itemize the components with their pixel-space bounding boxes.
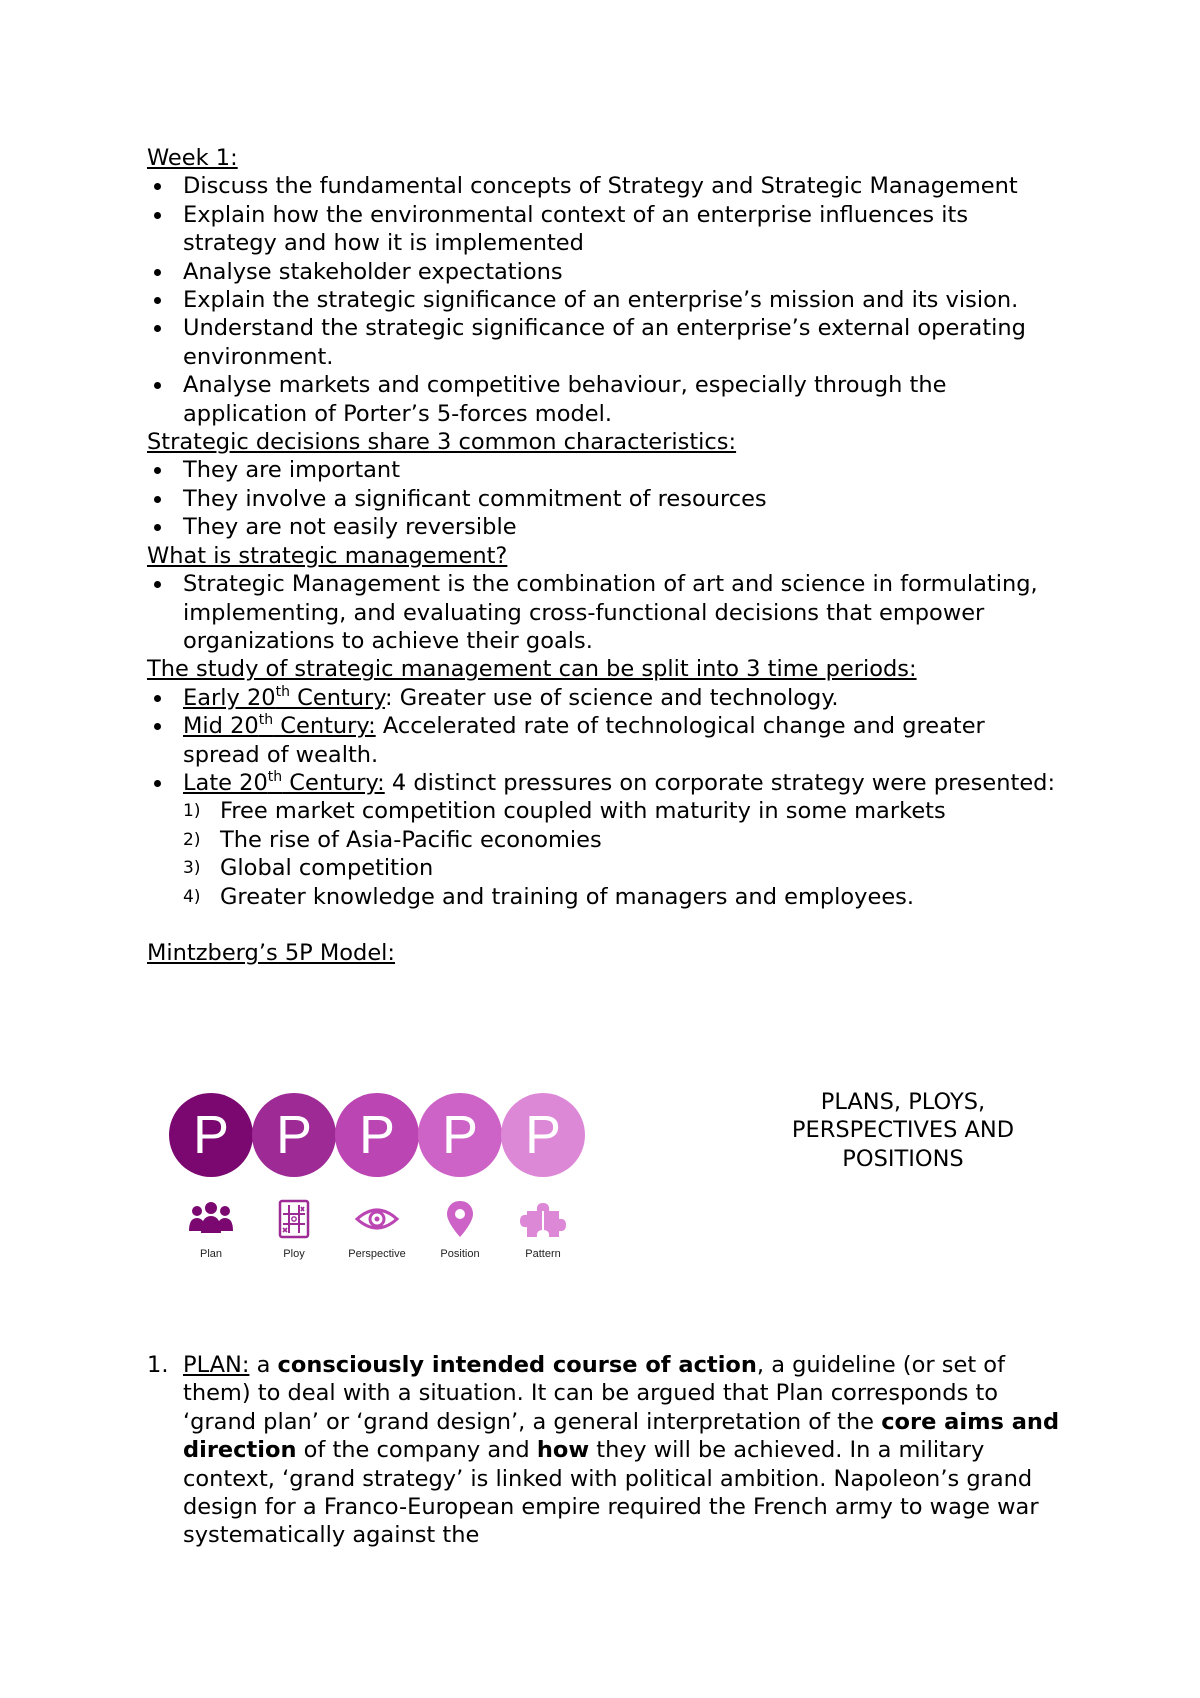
people-icon <box>187 1199 235 1239</box>
period-label: Late 20th Century: <box>183 768 385 796</box>
caption-plan: Plan <box>199 1248 223 1260</box>
plan-paragraph: PLAN: a consciously intended course of action, a guideline (or set of them) to deal with a situation. It can be argued that Plan corresponds to ‘grand plan’ or ‘grand design’, a general interpretation of the core aims and direction of the company and how they will be achieved. In a military context, ‘grand strategy’ is linked with political ambition. Napoleon’s grand design for a Franco-European empire required the French army to wage war systematically against the <box>183 1352 1060 1549</box>
five-p-model-figure <box>160 1093 600 1273</box>
list-item: Analyse markets and competitive behaviour, especially through the application of Porter’s 5-forces model. <box>147 371 1067 428</box>
caption-perspective: Perspective <box>348 1248 406 1260</box>
p-circle-position: P <box>418 1093 502 1177</box>
list-item: They are important <box>147 456 1067 484</box>
model-side-text: PLANS, PLOYS, PERSPECTIVES AND POSITIONS <box>791 1089 1015 1172</box>
spacer <box>147 911 1067 939</box>
caption-pattern: Pattern <box>525 1248 561 1260</box>
list-item: 4) Greater knowledge and training of managers and employees. <box>183 883 915 910</box>
period-item-early: Early 20th Century: Greater use of science and technology. <box>147 684 1067 712</box>
caption-position: Position <box>440 1248 480 1260</box>
list-item: Explain how the environmental context of an enterprise influences its strategy and how it is implemented <box>147 201 1067 258</box>
list-item: They are not easily reversible <box>147 513 1067 541</box>
list-item: Strategic Management is the combination of art and science in formulating, implementing, and evaluating cross-functional decisions that empower organizations to achieve their goals. <box>147 570 1067 655</box>
location-pin-icon <box>436 1199 484 1239</box>
periods-heading: The study of strategic management can be split into 3 time periods: <box>147 656 917 683</box>
week-heading: Week 1: <box>147 145 238 171</box>
what-list <box>147 570 1067 655</box>
notes-content <box>147 144 1067 968</box>
list-item: Understand the strategic significance of an enterprise’s external operating environment. <box>147 314 1067 371</box>
caption-ploy: Ploy <box>283 1248 305 1260</box>
list-item: 1) Free market competition coupled with maturity in some markets <box>183 798 946 825</box>
plan-item <box>147 1351 1067 1550</box>
list-item: 3) Global competition <box>183 855 434 882</box>
period-item-late: Late 20th Century: 4 distinct pressures on corporate strategy were presented: <box>147 769 1067 797</box>
list-item: Explain the strategic significance of an enterprise’s mission and its vision. <box>147 286 1067 314</box>
period-item-mid: Mid 20th Century: Accelerated rate of technological change and greater spread of wealth. <box>147 712 1067 769</box>
eye-icon <box>353 1199 401 1239</box>
plan-number: 1. <box>147 1352 169 1378</box>
pressures-list <box>147 797 1067 911</box>
tictactoe-icon <box>270 1199 318 1239</box>
decisions-heading: Strategic decisions share 3 common characteristics: <box>147 429 737 456</box>
list-item: 2) The rise of Asia-Pacific economies <box>183 826 602 853</box>
plan-label: PLAN: <box>183 1352 250 1378</box>
period-label: Mid 20th Century: <box>183 712 376 740</box>
p-circle-plan: P <box>169 1093 253 1177</box>
period-label: Early 20th Century <box>183 683 385 711</box>
model-heading: Mintzberg’s 5P Model: <box>147 940 396 967</box>
periods-list <box>147 684 1067 798</box>
what-heading: What is strategic management? <box>147 542 508 569</box>
puzzle-icon <box>519 1199 567 1239</box>
list-item: They involve a significant commitment of resources <box>147 485 1067 513</box>
p-circle-pattern: P <box>501 1093 585 1177</box>
week-objectives-list <box>147 172 1067 428</box>
list-item: Discuss the fundamental concepts of Strategy and Strategic Management <box>147 172 1067 200</box>
p-circle-perspective: P <box>335 1093 419 1177</box>
p-circle-ploy: P <box>252 1093 336 1177</box>
list-item: Analyse stakeholder expectations <box>147 258 1067 286</box>
decisions-list <box>147 456 1067 541</box>
